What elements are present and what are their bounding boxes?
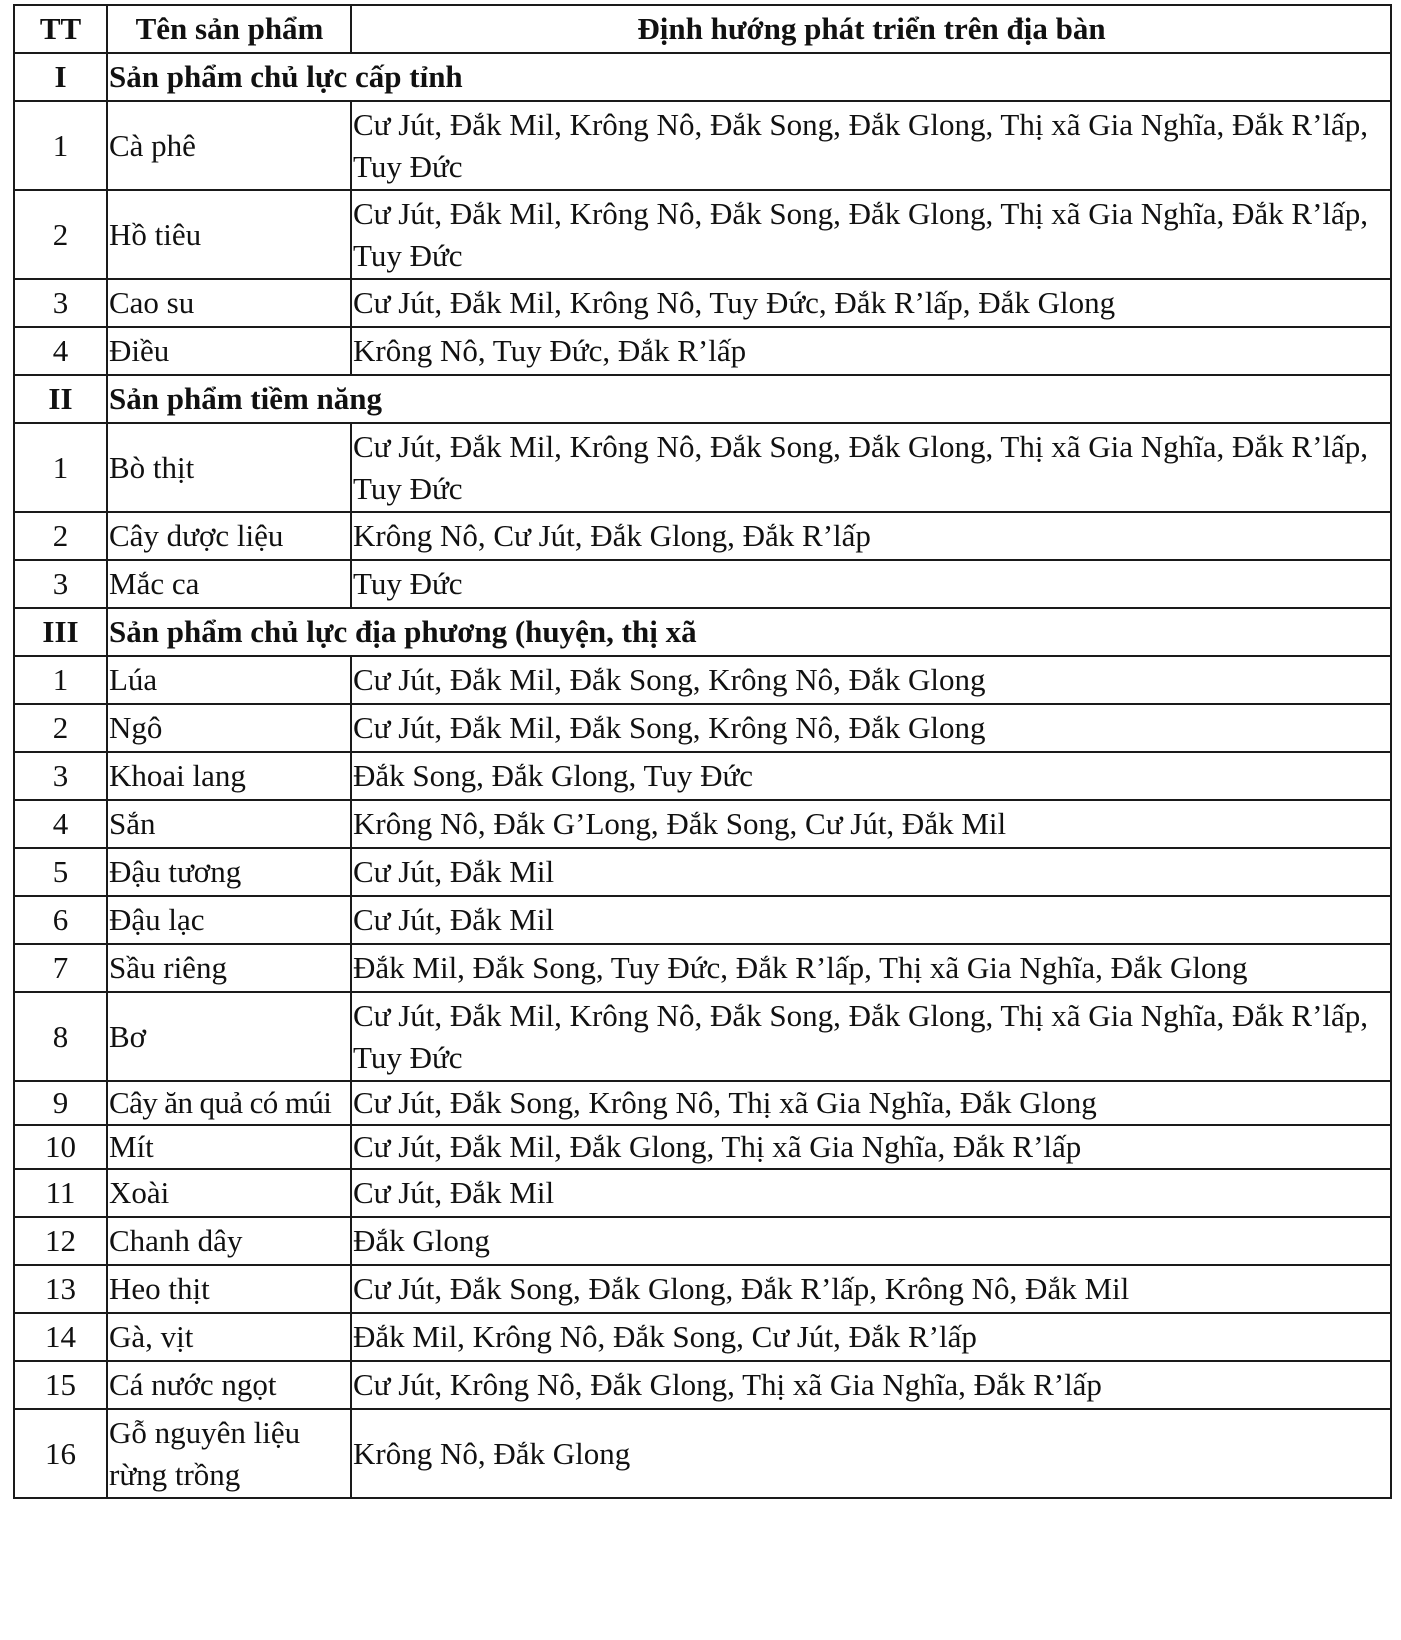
row-areas: Cư Jút, Đắk Mil, Krông Nô, Đắk Song, Đắk Glong, Thị xã Gia Nghĩa, Đắk R’lấp, Tuy Đức	[351, 423, 1391, 512]
row-tt: 8	[14, 992, 107, 1081]
row-product: Điều	[107, 327, 351, 375]
row-product: Ngô	[107, 704, 351, 752]
row-tt: 4	[14, 800, 107, 848]
row-product: Khoai lang	[107, 752, 351, 800]
section-row	[14, 53, 1391, 101]
row-product: Sắn	[107, 800, 351, 848]
section-title: Sản phẩm chủ lực cấp tỉnh	[107, 53, 1391, 101]
row-tt: 5	[14, 848, 107, 896]
row-product: Đậu lạc	[107, 896, 351, 944]
table-row	[14, 752, 1391, 800]
table-row	[14, 190, 1391, 279]
row-tt: 3	[14, 752, 107, 800]
row-areas: Tuy Đức	[351, 560, 1391, 608]
table-row	[14, 512, 1391, 560]
row-product: Bơ	[107, 992, 351, 1081]
table-row	[14, 1217, 1391, 1265]
row-areas: Cư Jút, Đắk Song, Đắk Glong, Đắk R’lấp, Krông Nô, Đắk Mil	[351, 1265, 1391, 1313]
row-areas: Đắk Mil, Đắk Song, Tuy Đức, Đắk R’lấp, Thị xã Gia Nghĩa, Đắk Glong	[351, 944, 1391, 992]
table-row	[14, 992, 1391, 1081]
row-areas: Cư Jút, Đắk Mil, Đắk Song, Krông Nô, Đắk Glong	[351, 656, 1391, 704]
table-row	[14, 1313, 1391, 1361]
row-product: Mít	[107, 1125, 351, 1169]
row-areas: Krông Nô, Đắk Glong	[351, 1409, 1391, 1498]
row-product: Bò thịt	[107, 423, 351, 512]
row-areas: Cư Jút, Đắk Mil, Đắk Song, Krông Nô, Đắk Glong	[351, 704, 1391, 752]
row-tt: 10	[14, 1125, 107, 1169]
row-product: Cây dược liệu	[107, 512, 351, 560]
row-areas: Cư Jút, Đắk Mil	[351, 848, 1391, 896]
row-tt: 6	[14, 896, 107, 944]
row-product: Chanh dây	[107, 1217, 351, 1265]
row-areas: Đắk Mil, Krông Nô, Đắk Song, Cư Jút, Đắk R’lấp	[351, 1313, 1391, 1361]
table-row	[14, 423, 1391, 512]
row-tt: 3	[14, 279, 107, 327]
row-areas: Cư Jút, Đắk Mil	[351, 1169, 1391, 1217]
row-tt: 2	[14, 704, 107, 752]
header-tt: TT	[14, 5, 107, 53]
table-header-row	[14, 5, 1391, 53]
table-row	[14, 1409, 1391, 1498]
row-areas: Cư Jút, Đắk Song, Krông Nô, Thị xã Gia Nghĩa, Đắk Glong	[351, 1081, 1391, 1125]
table-row	[14, 1081, 1391, 1125]
row-tt: 3	[14, 560, 107, 608]
row-areas: Cư Jút, Đắk Mil, Krông Nô, Đắk Song, Đắk Glong, Thị xã Gia Nghĩa, Đắk R’lấp, Tuy Đức	[351, 190, 1391, 279]
table-row	[14, 327, 1391, 375]
row-areas: Cư Jút, Đắk Mil, Krông Nô, Đắk Song, Đắk Glong, Thị xã Gia Nghĩa, Đắk R’lấp, Tuy Đức	[351, 101, 1391, 190]
row-areas: Đắk Glong	[351, 1217, 1391, 1265]
row-tt: 1	[14, 423, 107, 512]
row-tt: 9	[14, 1081, 107, 1125]
row-tt: 7	[14, 944, 107, 992]
row-product: Heo thịt	[107, 1265, 351, 1313]
row-areas: Cư Jút, Krông Nô, Đắk Glong, Thị xã Gia Nghĩa, Đắk R’lấp	[351, 1361, 1391, 1409]
product-orientation-table	[13, 4, 1392, 1499]
table-row	[14, 101, 1391, 190]
row-product: Cà phê	[107, 101, 351, 190]
row-tt: 14	[14, 1313, 107, 1361]
row-areas: Krông Nô, Cư Jút, Đắk Glong, Đắk R’lấp	[351, 512, 1391, 560]
row-product: Cây ăn quả có múi	[107, 1081, 351, 1125]
row-product: Xoài	[107, 1169, 351, 1217]
row-areas: Krông Nô, Tuy Đức, Đắk R’lấp	[351, 327, 1391, 375]
row-areas: Đắk Song, Đắk Glong, Tuy Đức	[351, 752, 1391, 800]
row-product: Mắc ca	[107, 560, 351, 608]
row-tt: 13	[14, 1265, 107, 1313]
section-title: Sản phẩm tiềm năng	[107, 375, 1391, 423]
row-product: Cao su	[107, 279, 351, 327]
header-orientation: Định hướng phát triển trên địa bàn	[351, 5, 1391, 53]
table-row	[14, 1125, 1391, 1169]
section-tt: III	[14, 608, 107, 656]
table-row	[14, 704, 1391, 752]
row-tt: 12	[14, 1217, 107, 1265]
row-tt: 15	[14, 1361, 107, 1409]
table-row	[14, 896, 1391, 944]
header-product: Tên sản phẩm	[107, 5, 351, 53]
row-areas: Cư Jút, Đắk Mil, Krông Nô, Tuy Đức, Đắk R’lấp, Đắk Glong	[351, 279, 1391, 327]
table-row	[14, 1169, 1391, 1217]
row-product: Sầu riêng	[107, 944, 351, 992]
row-product: Lúa	[107, 656, 351, 704]
table-row	[14, 1361, 1391, 1409]
table-row	[14, 1265, 1391, 1313]
row-tt: 1	[14, 101, 107, 190]
section-row	[14, 375, 1391, 423]
row-areas: Cư Jút, Đắk Mil	[351, 896, 1391, 944]
section-title: Sản phẩm chủ lực địa phương (huyện, thị xã	[107, 608, 1391, 656]
section-tt: II	[14, 375, 107, 423]
row-tt: 11	[14, 1169, 107, 1217]
table-row	[14, 800, 1391, 848]
table-row	[14, 944, 1391, 992]
table-row	[14, 560, 1391, 608]
row-tt: 16	[14, 1409, 107, 1498]
table-row	[14, 279, 1391, 327]
row-tt: 2	[14, 512, 107, 560]
row-product: Đậu tương	[107, 848, 351, 896]
row-tt: 1	[14, 656, 107, 704]
row-product: Gà, vịt	[107, 1313, 351, 1361]
row-product: Gỗ nguyên liệu rừng trồng	[107, 1409, 351, 1498]
row-product: Cá nước ngọt	[107, 1361, 351, 1409]
row-tt: 4	[14, 327, 107, 375]
table-row	[14, 848, 1391, 896]
table-row	[14, 656, 1391, 704]
row-product: Hồ tiêu	[107, 190, 351, 279]
section-tt: I	[14, 53, 107, 101]
row-areas: Cư Jút, Đắk Mil, Krông Nô, Đắk Song, Đắk Glong, Thị xã Gia Nghĩa, Đắk R’lấp, Tuy Đức	[351, 992, 1391, 1081]
row-areas: Cư Jút, Đắk Mil, Đắk Glong, Thị xã Gia Nghĩa, Đắk R’lấp	[351, 1125, 1391, 1169]
row-tt: 2	[14, 190, 107, 279]
section-row	[14, 608, 1391, 656]
row-areas: Krông Nô, Đắk G’Long, Đắk Song, Cư Jút, Đắk Mil	[351, 800, 1391, 848]
